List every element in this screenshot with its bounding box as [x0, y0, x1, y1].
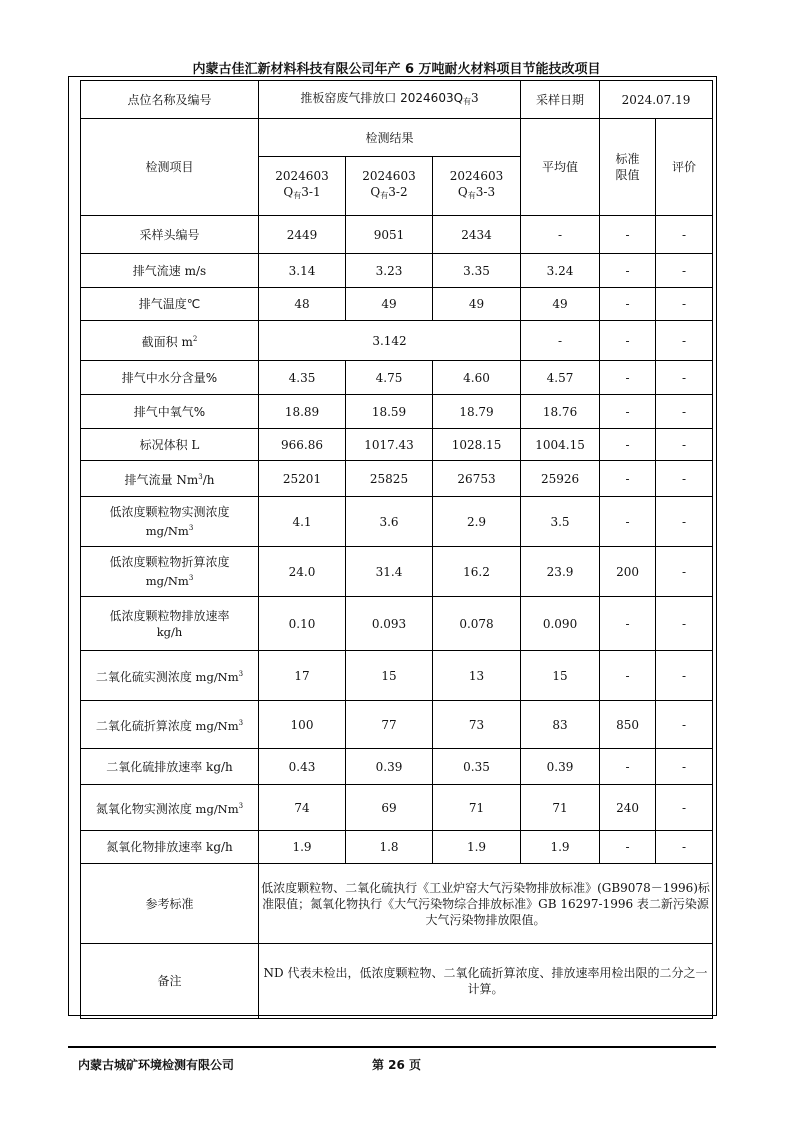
value-cell: 49 — [346, 288, 433, 321]
sample-id-2 — [346, 157, 433, 216]
row-label-text: 二氧化硫折算浓度 — [95, 719, 192, 733]
table-row — [81, 785, 713, 831]
row-unit: m — [177, 335, 193, 349]
evaluation-cell: - — [656, 701, 713, 749]
row-label-text: 氮氧化物实测浓度 — [95, 802, 192, 816]
row-label: 排气中氧气% — [81, 395, 259, 429]
limit-cell: - — [600, 216, 656, 254]
point-row — [81, 81, 713, 119]
sample-id-1-q: Q — [283, 185, 294, 199]
row-unit-sup: 3 — [188, 574, 194, 582]
row-unit: kg/h — [202, 759, 233, 774]
evaluation-cell: - — [656, 785, 713, 831]
value-cell: 73 — [433, 701, 521, 749]
table-row — [81, 461, 713, 497]
value-cell: 74 — [259, 785, 346, 831]
value-cell: 1.9 — [259, 831, 346, 864]
value-cell: 2.9 — [433, 497, 521, 547]
row-unit: mg/Nm — [145, 574, 189, 588]
table-row — [81, 547, 713, 597]
evaluation-cell: - — [656, 429, 713, 461]
value-cell: 26753 — [433, 461, 521, 497]
frame-right-border — [716, 76, 717, 1016]
item-header: 检测项目 — [81, 119, 259, 216]
value-cell: 9051 — [346, 216, 433, 254]
row-label: 采样头编号 — [81, 216, 259, 254]
evaluation-cell: - — [656, 288, 713, 321]
row-label-text: 氮氧化物排放速率 — [106, 840, 203, 854]
row-label — [81, 749, 259, 785]
evaluation-cell: - — [656, 216, 713, 254]
average-cell: 3.24 — [521, 254, 600, 288]
table-row — [81, 749, 713, 785]
row-unit-sup: 3 — [188, 524, 194, 532]
monitoring-table — [80, 80, 713, 1019]
limit-cell: 850 — [600, 701, 656, 749]
row-unit: mg/Nm — [191, 670, 239, 684]
remarks-label: 备注 — [81, 944, 259, 1019]
evaluation-header: 评价 — [656, 119, 713, 216]
table-row — [81, 361, 713, 395]
header-row-1 — [81, 119, 713, 157]
evaluation-cell: - — [656, 361, 713, 395]
sample-id-1-suffix: 3-1 — [301, 185, 321, 199]
limit-cell: - — [600, 395, 656, 429]
results-header: 检测结果 — [259, 119, 521, 157]
value-cell: 48 — [259, 288, 346, 321]
row-label — [81, 497, 259, 547]
row-label — [81, 429, 259, 461]
row-label-text: 低浓度颗粒物折算浓度 — [109, 555, 230, 569]
row-label-text: 截面积 — [141, 335, 178, 349]
row-label: 排气温度℃ — [81, 288, 259, 321]
value-cell: 18.59 — [346, 395, 433, 429]
table-row — [81, 831, 713, 864]
sample-id-3-suffix: 3-3 — [475, 185, 496, 199]
value-cell: 77 — [346, 701, 433, 749]
point-value-suffix: 3 — [471, 90, 479, 105]
average-cell: 18.76 — [521, 395, 600, 429]
average-cell: 1.9 — [521, 831, 600, 864]
value-cell: 69 — [346, 785, 433, 831]
limit-cell: - — [600, 429, 656, 461]
value-cell: 31.4 — [346, 547, 433, 597]
value-cell: 1017.43 — [346, 429, 433, 461]
table-row — [81, 497, 713, 547]
evaluation-cell: - — [656, 461, 713, 497]
sample-id-2-q: Q — [370, 185, 381, 199]
row-label-text: 排气流速 — [132, 263, 181, 278]
limit-cell: - — [600, 461, 656, 497]
value-cell: 0.10 — [259, 597, 346, 651]
header-rule — [68, 76, 716, 77]
row-label-text: 二氧化硫排放速率 — [106, 759, 203, 774]
row-unit: m/s — [180, 263, 207, 278]
average-cell: 25926 — [521, 461, 600, 497]
limit-cell: - — [600, 361, 656, 395]
average-header: 平均值 — [521, 119, 600, 216]
value-cell: 49 — [433, 288, 521, 321]
remarks-row — [81, 944, 713, 1019]
average-cell: 71 — [521, 785, 600, 831]
value-cell: 0.078 — [433, 597, 521, 651]
row-label — [81, 597, 259, 651]
remarks-text: ND 代表未检出，低浓度颗粒物、二氧化硫折算浓度、排放速率用检出限的二分之一计算。 — [259, 944, 713, 1019]
row-label — [81, 785, 259, 831]
value-cell: 3.6 — [346, 497, 433, 547]
table-row — [81, 429, 713, 461]
row-unit-tail: /h — [202, 473, 215, 487]
row-label — [81, 651, 259, 701]
frame-left-border — [68, 76, 69, 1016]
sample-date-value: 2024.07.19 — [600, 81, 713, 119]
row-label-text: 低浓度颗粒物排放速率 — [109, 608, 230, 623]
table-row — [81, 321, 713, 361]
limit-cell: - — [600, 651, 656, 701]
value-cell: 4.35 — [259, 361, 346, 395]
point-label: 点位名称及编号 — [81, 81, 259, 119]
average-cell: 15 — [521, 651, 600, 701]
sample-id-2-suffix: 3-2 — [388, 185, 408, 199]
row-unit-sup: 3 — [238, 670, 244, 678]
evaluation-cell: - — [656, 321, 713, 361]
average-cell: 23.9 — [521, 547, 600, 597]
row-label — [81, 831, 259, 864]
page-number: 第 26 页 — [371, 1058, 422, 1072]
row-unit-sup: 3 — [238, 719, 244, 727]
value-cell: 25825 — [346, 461, 433, 497]
limit-header: 标准限值 — [600, 119, 656, 216]
row-label — [81, 321, 259, 361]
point-value-sub: 有 — [463, 96, 472, 106]
row-unit-sup: 3 — [198, 473, 203, 481]
average-cell: 3.5 — [521, 497, 600, 547]
average-cell: - — [521, 321, 600, 361]
row-unit: Nm — [172, 473, 199, 487]
value-cell: 15 — [346, 651, 433, 701]
average-cell: 49 — [521, 288, 600, 321]
reference-text: 低浓度颗粒物、二氧化硫执行《工业炉窑大气污染物排放标准》(GB9078－1996)标准限值；氮氧化物执行《大气污染物综合排放标准》GB 16297-1996 表二新污染源大气污染物排放限值。 — [259, 864, 713, 944]
average-cell: 0.39 — [521, 749, 600, 785]
limit-cell: - — [600, 321, 656, 361]
value-cell: 0.093 — [346, 597, 433, 651]
table-row — [81, 254, 713, 288]
value-cell: 13 — [433, 651, 521, 701]
sample-id-1 — [259, 157, 346, 216]
evaluation-cell: - — [656, 831, 713, 864]
sample-id-1-sub: 有 — [293, 191, 302, 200]
table-row — [81, 701, 713, 749]
value-cell: 25201 — [259, 461, 346, 497]
row-unit: mg/Nm — [191, 802, 239, 816]
limit-cell: - — [600, 497, 656, 547]
table-row — [81, 288, 713, 321]
evaluation-cell: - — [656, 597, 713, 651]
evaluation-cell: - — [656, 749, 713, 785]
sample-id-3-q: Q — [457, 185, 468, 199]
limit-cell: - — [600, 597, 656, 651]
row-unit: L — [187, 437, 200, 452]
table-row — [81, 216, 713, 254]
reference-row — [81, 864, 713, 944]
reference-label: 参考标准 — [81, 864, 259, 944]
value-cell: 3.14 — [259, 254, 346, 288]
value-cell: 4.75 — [346, 361, 433, 395]
evaluation-cell: - — [656, 547, 713, 597]
row-label-text: 排气流量 — [124, 473, 173, 487]
value-cell: 17 — [259, 651, 346, 701]
value-cell: 18.79 — [433, 395, 521, 429]
limit-cell: 240 — [600, 785, 656, 831]
sample-id-1-prefix: 2024603 — [275, 169, 329, 183]
limit-cell: - — [600, 749, 656, 785]
limit-cell: 200 — [600, 547, 656, 597]
value-cell: 3.35 — [433, 254, 521, 288]
row-unit: kg/h — [156, 624, 183, 639]
value-cell: 24.0 — [259, 547, 346, 597]
row-unit: mg/Nm — [191, 719, 239, 733]
table-row — [81, 651, 713, 701]
footer-rule — [68, 1046, 716, 1048]
merged-value-cell: 3.142 — [259, 321, 521, 361]
value-cell: 966.86 — [259, 429, 346, 461]
row-label — [81, 254, 259, 288]
value-cell: 4.60 — [433, 361, 521, 395]
sample-id-2-prefix: 2024603 — [362, 169, 416, 183]
evaluation-cell: - — [656, 254, 713, 288]
row-label — [81, 701, 259, 749]
value-cell: 0.39 — [346, 749, 433, 785]
value-cell: 16.2 — [433, 547, 521, 597]
sample-id-3 — [433, 157, 521, 216]
point-value — [259, 81, 521, 119]
average-cell: 83 — [521, 701, 600, 749]
limit-cell: - — [600, 831, 656, 864]
table-row — [81, 597, 713, 651]
value-cell: 3.23 — [346, 254, 433, 288]
sample-id-3-sub: 有 — [467, 191, 476, 200]
row-unit: mg/Nm — [145, 524, 189, 538]
value-cell: 4.1 — [259, 497, 346, 547]
evaluation-cell: - — [656, 651, 713, 701]
sample-id-2-sub: 有 — [380, 191, 389, 200]
row-label — [81, 547, 259, 597]
average-cell: 1004.15 — [521, 429, 600, 461]
sample-id-3-prefix: 2024603 — [449, 169, 504, 183]
value-cell: 0.35 — [433, 749, 521, 785]
value-cell: 1028.15 — [433, 429, 521, 461]
point-value-main: 推板窑废气排放口 2024603Q — [300, 90, 464, 105]
value-cell: 2449 — [259, 216, 346, 254]
value-cell: 0.43 — [259, 749, 346, 785]
average-cell: - — [521, 216, 600, 254]
limit-cell: - — [600, 288, 656, 321]
value-cell: 1.8 — [346, 831, 433, 864]
value-cell: 18.89 — [259, 395, 346, 429]
value-cell: 2434 — [433, 216, 521, 254]
row-label-text: 低浓度颗粒物实测浓度 — [109, 505, 230, 519]
page-title: 内蒙古佳汇新材料科技有限公司年产 6 万吨耐火材料项目节能技改项目 — [192, 62, 601, 77]
value-cell: 71 — [433, 785, 521, 831]
sample-date-label: 采样日期 — [521, 81, 600, 119]
average-cell: 4.57 — [521, 361, 600, 395]
row-unit: kg/h — [202, 840, 233, 854]
row-label — [81, 461, 259, 497]
row-label-text: 二氧化硫实测浓度 — [95, 670, 192, 684]
value-cell: 1.9 — [433, 831, 521, 864]
table-row — [81, 395, 713, 429]
average-cell: 0.090 — [521, 597, 600, 651]
row-label: 排气中水分含量% — [81, 361, 259, 395]
value-cell: 100 — [259, 701, 346, 749]
row-unit-sup: 3 — [238, 802, 244, 810]
row-label-text: 标况体积 — [139, 437, 188, 452]
evaluation-cell: - — [656, 497, 713, 547]
row-unit-sup: 2 — [192, 335, 198, 343]
evaluation-cell: - — [656, 395, 713, 429]
limit-cell: - — [600, 254, 656, 288]
footer-company: 内蒙古城矿环境检测有限公司 — [78, 1058, 235, 1072]
